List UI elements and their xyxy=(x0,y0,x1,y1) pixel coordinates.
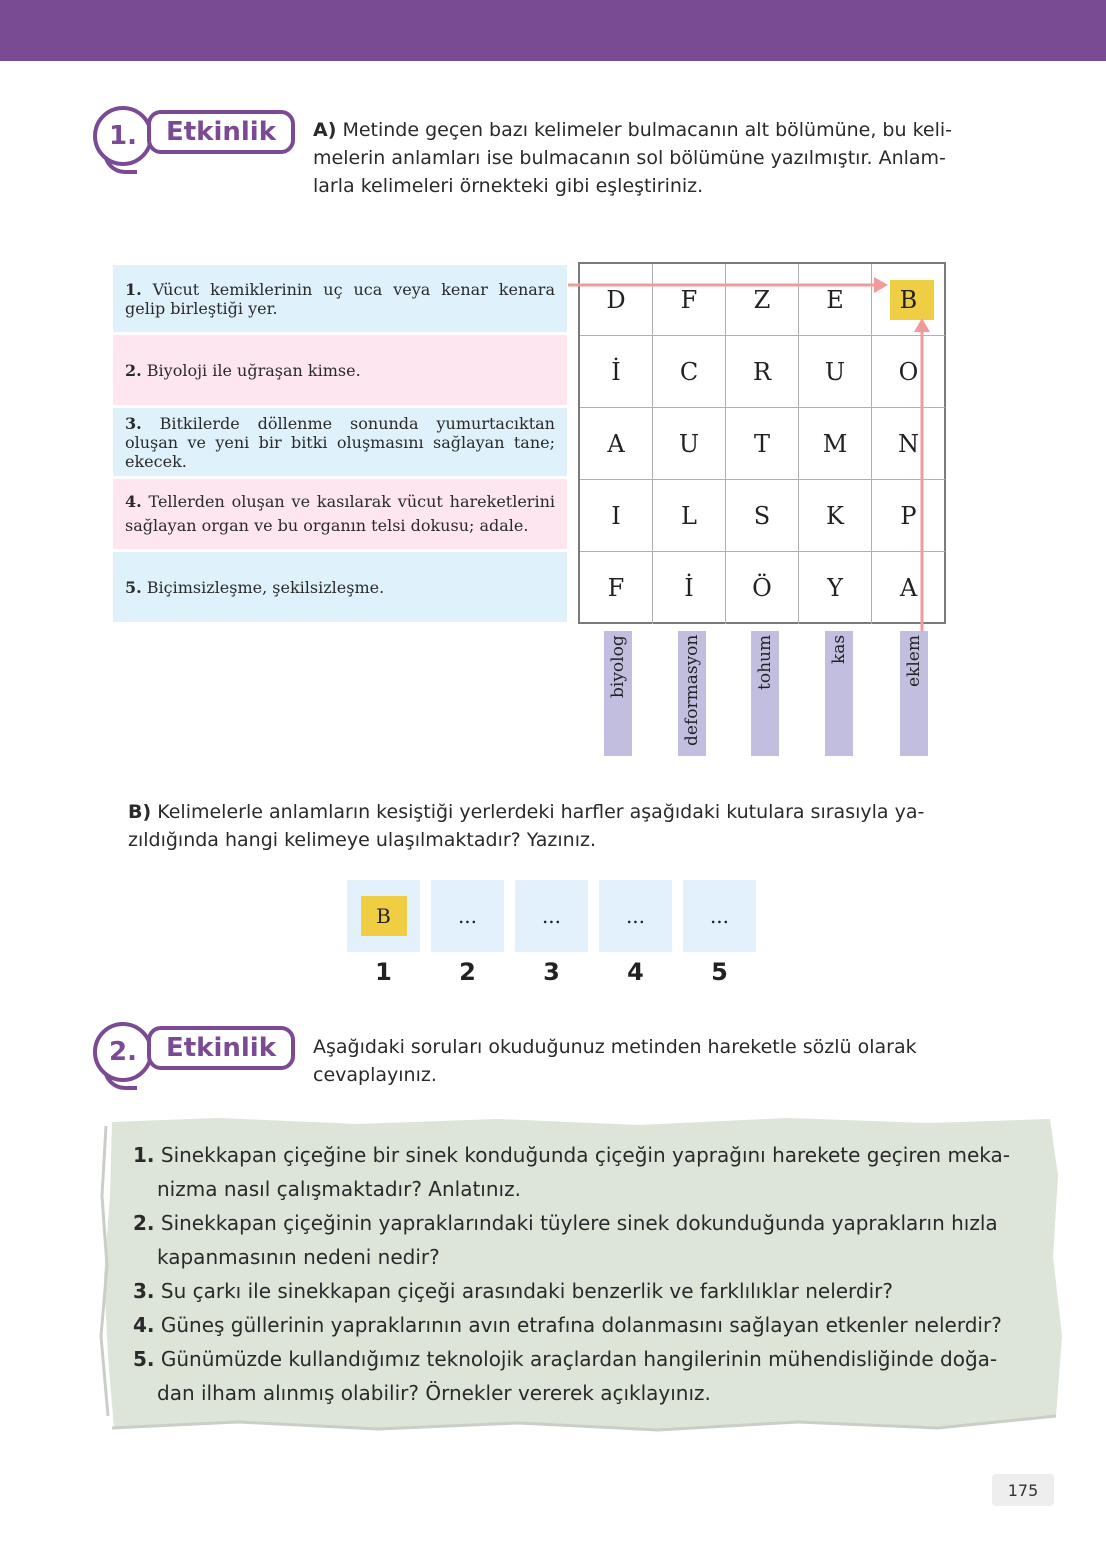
activity-2-instructions xyxy=(313,1033,1033,1089)
grid-cell: O xyxy=(872,336,945,408)
grid-cell: B xyxy=(872,264,945,336)
question-item xyxy=(133,1342,1023,1410)
question-number: 3. xyxy=(133,1279,155,1303)
question-list xyxy=(133,1138,1023,1410)
meaning-text: Tellerden oluşan ve kasılarak vücut hareketlerini sağlayan organ ve bu organın telsi dokusu; adale. xyxy=(125,492,555,535)
activity-2-badge xyxy=(93,1022,303,1088)
part-b-marker: B) xyxy=(128,801,152,823)
grid-cell: M xyxy=(799,408,872,480)
grid-cell: A xyxy=(899,574,918,602)
meaning-number: 4. xyxy=(125,492,142,511)
word-strip-3 xyxy=(751,631,779,756)
meaning-text: Biyoloji ile uğraşan kimse. xyxy=(146,360,361,380)
part-a-marker: A) xyxy=(313,119,337,141)
word-strip-5 xyxy=(900,631,928,756)
answer-box-value: B xyxy=(361,896,407,936)
answer-box-5[interactable]: ... xyxy=(683,880,756,952)
meaning-text: Bitkilerde döllenme sonunda yumurtacıktan oluşan ve yeni bir bitki oluşmasını sağlayan tane; ekecek. xyxy=(125,413,555,471)
grid-cell: C xyxy=(653,336,726,408)
grid-cell: D xyxy=(580,264,653,336)
word-strip-1 xyxy=(604,631,632,756)
answer-box-number: 5 xyxy=(711,958,728,986)
meaning-text: Biçimsizleşme, şekilsizleşme. xyxy=(146,577,385,597)
meaning-number: 5. xyxy=(125,577,142,597)
word-label: deformasyon xyxy=(682,635,702,747)
grid-cell: P xyxy=(872,480,945,552)
word-strip-2 xyxy=(678,631,706,756)
question-text: Su çarkı ile sinekkapan çiçeği arasındaki benzerlik ve farklılıklar nelerdir? xyxy=(160,1279,894,1303)
grid-cell: R xyxy=(726,336,799,408)
grid-cell: İ xyxy=(653,552,726,624)
question-number: 4. xyxy=(133,1313,155,1337)
meaning-number: 3. xyxy=(125,413,142,433)
answer-box-number: 3 xyxy=(543,958,560,986)
grid-cell: A xyxy=(580,408,653,480)
page-number: 175 xyxy=(992,1474,1054,1506)
right-arrowhead-icon xyxy=(874,277,888,293)
grid-cell: İ xyxy=(580,336,653,408)
grid-cell: U xyxy=(799,336,872,408)
answer-box-number: 4 xyxy=(627,958,644,986)
activity-number: 2. xyxy=(93,1022,153,1082)
activity-number: 1. xyxy=(93,106,153,166)
word-label: tohum xyxy=(755,635,775,691)
grid-cell: T xyxy=(726,408,799,480)
grid-cell: F xyxy=(580,552,653,624)
grid-cell: F xyxy=(653,264,726,336)
up-arrowhead-icon xyxy=(914,318,930,332)
answer-box-4[interactable]: ... xyxy=(599,880,672,952)
meaning-number: 2. xyxy=(125,360,142,380)
grid-cell: U xyxy=(653,408,726,480)
activity-label: Etkinlik xyxy=(147,110,295,154)
answer-box-1[interactable] xyxy=(347,880,420,952)
grid-cell: K xyxy=(799,480,872,552)
grid-cell: L xyxy=(653,480,726,552)
question-text: Güneş güllerinin yapraklarının avın etrafına dolanmasını sağlayan etkenler nelerdir? xyxy=(160,1313,1002,1337)
question-item xyxy=(133,1274,1023,1308)
question-item xyxy=(133,1308,1023,1342)
grid-cell: S xyxy=(726,480,799,552)
instruction-line: Metinde geçen bazı kelimeler bulmacanın alt bölümüne, bu keli- xyxy=(342,119,953,141)
question-item xyxy=(133,1206,1023,1274)
instruction-line: Aşağıdaki soruları okuduğunuz metinden hareketle sözlü olarak xyxy=(313,1036,917,1058)
answer-box-2[interactable]: ... xyxy=(431,880,504,952)
meaning-number: 1. xyxy=(125,279,142,299)
instruction-line: larla kelimeleri örnekteki gibi eşleştiriniz. xyxy=(313,175,704,197)
instruction-line: zıldığında hangi kelimeye ulaşılmaktadır? Yazınız. xyxy=(128,829,597,851)
answer-box-number: 1 xyxy=(375,958,392,986)
question-text: Sinekkapan çiçeğinin yapraklarındaki tüylere sinek dokunduğunda yaprakların hızla kapanmasının nedeni nedir? xyxy=(157,1211,998,1269)
word-label: kas xyxy=(829,635,849,665)
grid-cell: N xyxy=(872,408,945,480)
grid-cell: E xyxy=(799,264,872,336)
part-b-instructions xyxy=(128,798,1028,854)
grid-cell: I xyxy=(580,480,653,552)
grid-cell: Ö xyxy=(726,552,799,624)
question-number: 1. xyxy=(133,1143,155,1167)
word-label: biyolog xyxy=(608,635,628,698)
question-number: 5. xyxy=(133,1347,155,1371)
activity-label: Etkinlik xyxy=(147,1026,295,1070)
answer-box-3[interactable]: ... xyxy=(515,880,588,952)
instruction-line: Kelimelerle anlamların kesiştiği yerlerdeki harfler aşağıdaki kutulara sırasıyla ya- xyxy=(157,801,925,823)
question-text: Sinekkapan çiçeğine bir sinek konduğunda çiçeğin yaprağını harekete geçiren meka-nizma nasıl çalışmaktadır? Anlatınız. xyxy=(157,1143,1010,1201)
meaning-text: Vücut kemiklerinin uç uca veya kenar kenara gelip birleştiği yer. xyxy=(125,279,555,318)
grid-cell: Z xyxy=(726,264,799,336)
grid-cell: Y xyxy=(799,552,872,624)
word-strip-4 xyxy=(825,631,853,756)
answer-box-number: 2 xyxy=(459,958,476,986)
question-number: 2. xyxy=(133,1211,155,1235)
instruction-line: cevaplayınız. xyxy=(313,1064,437,1086)
question-text: Günümüzde kullandığımız teknolojik araçlardan hangilerinin mühendisliğinde doğa-dan ilham alınmış olabilir? Örnekler vererek açıklayınız. xyxy=(157,1347,998,1405)
word-label: eklem xyxy=(904,635,924,687)
question-item xyxy=(133,1138,1023,1206)
instruction-line: melerin anlamları ise bulmacanın sol bölümüne yazılmıştır. Anlam- xyxy=(313,147,946,169)
